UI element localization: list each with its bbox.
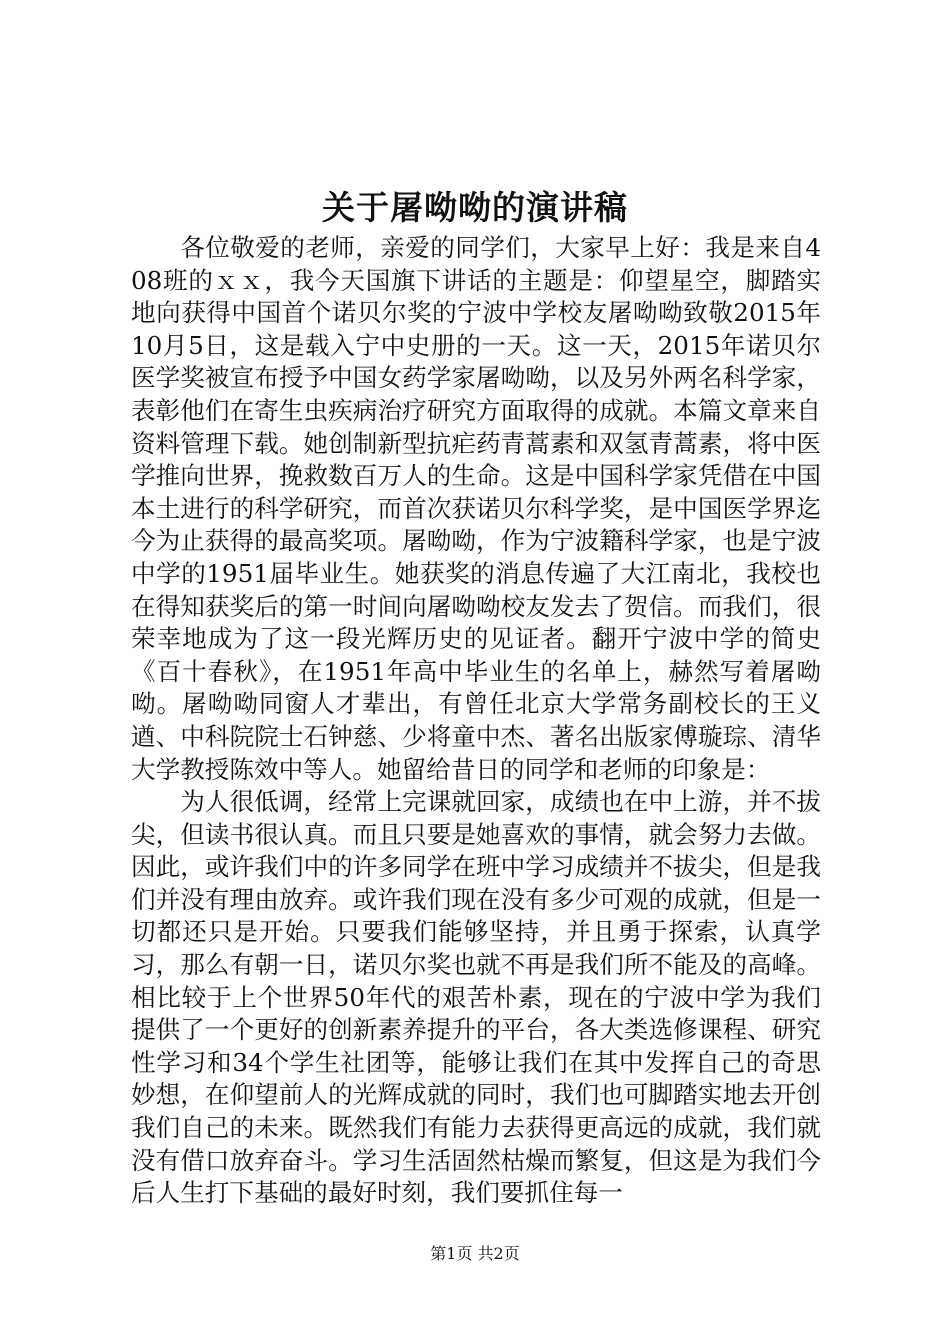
document-title: 关于屠呦呦的演讲稿 bbox=[322, 188, 628, 227]
document-body bbox=[131, 232, 821, 1210]
paragraph-2: 为人很低调，经常上完课就回家，成绩也在中上游，并不拔尖，但读书很认真。而且只要是她喜欢的事情，就会努力去做。因此，或许我们中的许多同学在班中学习成绩并不拔尖，但是我们并没有理由放弃。或许我们现在没有多少可观的成就，但是一切都还只是开始。只要我们能够坚持，并且勇于探索，认真学习，那么有朝一日，诺贝尔奖也就不再是我们所不能及的高峰。相比较于上个世界50年代的艰苦朴素，现在的宁波中学为我们提供了一个更好的创新素养提升的平台，各大类选修课程、研究性学习和34个学生社团等，能够让我们在其中发挥自己的奇思妙想，在仰望前人的光辉成就的同时，我们也可脚踏实地去开创我们自己的未来。既然我们有能力去获得更高远的成就，我们就没有借口放弃奋斗。学习生活固然枯燥而繁复，但这是为我们今后人生打下基础的最好时刻，我们要抓住每一 bbox=[131, 787, 821, 1208]
paragraph-1: 各位敬爱的老师，亲爱的同学们，大家早上好：我是来自408班的ｘｘ，我今天国旗下讲话的主题是：仰望星空，脚踏实地向获得中国首个诺贝尔奖的宁波中学校友屠呦呦致敬2015年10月5日，这是载入宁中史册的一天。这一天，2015年诺贝尔医学奖被宣布授予中国女药学家屠呦呦，以及另外两名科学家，表彰他们在寄生虫疾病治疗研究方面取得的成就。本篇文章来自资料管理下载。她创制新型抗疟药青蒿素和双氢青蒿素，将中医学推向世界，挽救数百万人的生命。这是中国科学家凭借在中国本土进行的科学研究，而首次获诺贝尔科学奖，是中国医学界迄今为止获得的最高奖项。屠呦呦，作为宁波籍科学家，也是宁波中学的1951届毕业生。她获奖的消息传遍了大江南北，我校也在得知获奖后的第一时间向屠呦呦校友发去了贺信。而我们，很荣幸地成为了这一段光辉历史的见证者。翻开宁波中学的简史《百十春秋》，在1951年高中毕业生的名单上，赫然写着屠呦呦。屠呦呦同窗人才辈出，有曾任北京大学常务副校长的王义遒、中科院院士石钟慈、少将童中杰、著名出版家傅璇琮、清华大学教授陈效中等人。她留给昔日的同学和老师的印象是： bbox=[131, 233, 821, 784]
page-footer: 第1页 共2页 bbox=[430, 1244, 520, 1263]
